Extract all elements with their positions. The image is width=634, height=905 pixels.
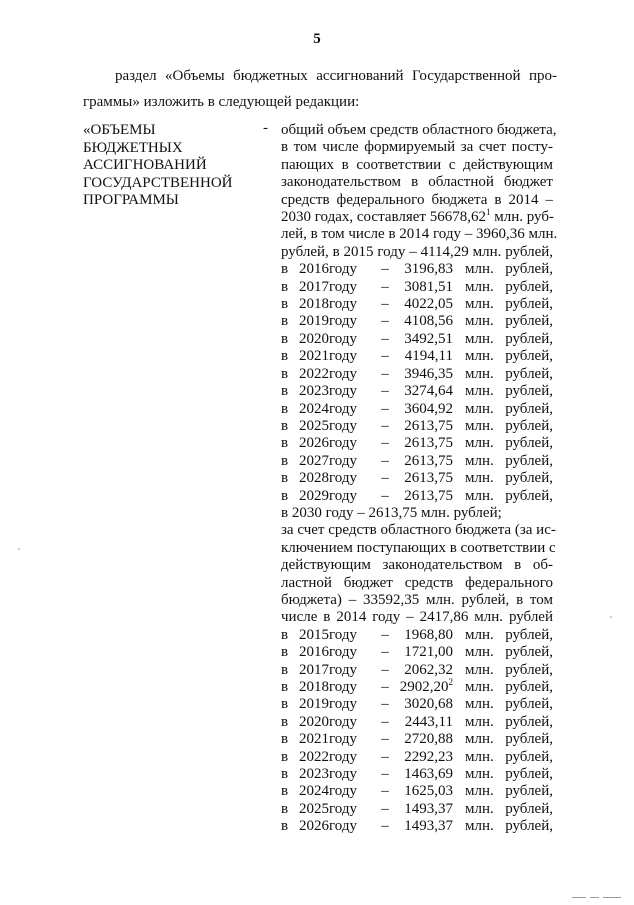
row-amount <box>397 453 459 470</box>
row-unit: млн. <box>465 417 494 434</box>
row-word-year: году <box>329 800 357 817</box>
section-title <box>83 122 232 210</box>
section-title-line: ГОСУДАРСТВЕННОЙ <box>83 174 233 191</box>
row-currency: рублей, <box>505 818 553 835</box>
row-amount <box>397 313 459 330</box>
row-unit: млн. <box>465 766 494 783</box>
row-amount <box>397 418 459 435</box>
row-dash: – <box>381 766 389 783</box>
year-amount-row <box>281 348 553 365</box>
general-text-line: пающих в соответствии с действующим <box>281 156 553 173</box>
row-unit: млн. <box>465 713 494 730</box>
regional-text-line: за счет средств областного бюджета (за ис- <box>281 522 556 539</box>
intro-paragraph <box>83 63 557 115</box>
row-year: 2019 <box>299 313 329 330</box>
row-amount <box>397 348 459 365</box>
row-dash: – <box>381 748 389 765</box>
row-word-year: году <box>329 435 357 452</box>
row-dash: – <box>381 818 389 835</box>
row-amount-value: 4108,56 <box>404 313 453 330</box>
row-preposition: в <box>281 713 289 730</box>
row-amount-value: 3020,68 <box>404 696 453 713</box>
row-word-year: году <box>329 278 357 295</box>
row-unit: млн. <box>465 818 494 835</box>
year-amount-row <box>281 488 553 505</box>
row-year: 2028 <box>299 470 329 487</box>
row-amount-value: 2613,75 <box>404 435 453 452</box>
row-word-year: году <box>329 626 357 643</box>
row-unit: млн. <box>465 679 494 695</box>
row-currency: рублей, <box>505 766 553 783</box>
row-preposition: в <box>281 644 289 661</box>
year-amount-row <box>281 783 553 800</box>
row-amount-value: 3274,64 <box>404 383 453 400</box>
row-amount-value: 4194,11 <box>404 348 453 365</box>
row-currency: рублей, <box>505 400 553 417</box>
row-currency: рублей, <box>505 330 553 347</box>
general-last-line: в 2030 году – 2613,75 млн. рублей; <box>281 504 502 521</box>
total-text-tail: млн. руб- <box>490 209 554 226</box>
row-amount <box>397 766 459 783</box>
row-unit: млн. <box>465 383 494 400</box>
row-currency: рублей, <box>505 435 553 452</box>
year-amount-row <box>281 401 553 418</box>
row-word-year: году <box>329 644 357 661</box>
row-dash: – <box>381 696 389 713</box>
row-currency: рублей, <box>505 348 553 365</box>
row-amount <box>397 296 459 313</box>
row-dash: – <box>381 783 389 800</box>
year-amount-row <box>281 470 553 487</box>
row-dash: – <box>381 713 389 730</box>
row-year: 2022 <box>299 365 329 382</box>
row-amount-value: 1493,37 <box>404 818 453 835</box>
row-dash: – <box>381 400 389 417</box>
row-amount <box>397 261 459 278</box>
row-amount-value: 2292,23 <box>404 748 453 765</box>
section-title-line: АССИГНОВАНИЙ <box>83 157 207 174</box>
row-currency: рублей, <box>505 278 553 295</box>
row-word-year: году <box>329 783 357 800</box>
row-year: 2025 <box>299 417 329 434</box>
row-currency: рублей, <box>505 731 553 748</box>
year-amount-row <box>281 313 553 330</box>
row-preposition: в <box>281 818 289 835</box>
row-word-year: году <box>329 818 357 835</box>
general-text-line: в том числе формируемый за счет посту- <box>281 139 553 156</box>
row-dash: – <box>381 383 389 400</box>
row-preposition: в <box>281 766 289 783</box>
row-word-year: году <box>329 296 357 313</box>
list-dash: - <box>263 120 268 136</box>
row-year: 2016 <box>299 644 329 661</box>
row-preposition: в <box>281 313 289 330</box>
row-preposition: в <box>281 296 289 313</box>
year-amount-row <box>281 383 553 400</box>
year-amount-row <box>281 731 553 748</box>
section-title-line: БЮДЖЕТНЫХ <box>83 139 183 156</box>
scan-dot <box>18 548 20 550</box>
row-preposition: в <box>281 783 289 800</box>
row-currency: рублей, <box>505 661 553 678</box>
row-preposition: в <box>281 435 289 452</box>
row-unit: млн. <box>465 348 494 365</box>
row-dash: – <box>381 626 389 643</box>
row-word-year: году <box>329 470 357 487</box>
row-word-year: году <box>329 417 357 434</box>
year-amount-row <box>281 644 553 661</box>
row-year: 2015 <box>299 626 329 643</box>
row-dash: – <box>381 330 389 347</box>
year-amount-row <box>281 261 553 278</box>
row-unit: млн. <box>465 487 494 504</box>
row-preposition: в <box>281 470 289 487</box>
total-text: 2030 годах, составляет 56678,62 <box>281 209 486 226</box>
row-word-year: году <box>329 731 357 748</box>
row-unit: млн. <box>465 644 494 661</box>
row-unit: млн. <box>465 470 494 487</box>
row-unit: млн. <box>465 261 494 278</box>
row-amount-value: 2613,75 <box>404 452 453 469</box>
row-amount <box>397 731 459 748</box>
row-preposition: в <box>281 800 289 817</box>
year-amount-row <box>281 435 553 452</box>
year-amount-row <box>281 696 553 713</box>
year-amount-row <box>281 679 553 696</box>
year-amount-row <box>281 366 553 383</box>
row-amount-value: 1463,69 <box>404 766 453 783</box>
row-preposition: в <box>281 748 289 765</box>
row-dash: – <box>381 731 389 748</box>
row-unit: млн. <box>465 435 494 452</box>
scan-signature-mark <box>568 895 628 901</box>
general-2015-line: рублей, в 2015 году – 4114,29 млн. рублей, <box>281 243 553 260</box>
row-year: 2026 <box>299 435 329 452</box>
row-preposition: в <box>281 261 289 278</box>
year-amount-row <box>281 818 553 835</box>
row-preposition: в <box>281 417 289 434</box>
row-word-year: году <box>329 696 357 713</box>
row-dash: – <box>381 800 389 817</box>
row-currency: рублей, <box>505 748 553 765</box>
intro-line-2: граммы» изложить в следующей редакции: <box>83 94 360 110</box>
intro-line-1: раздел «Объемы бюджетных ассигнований Государственной про- <box>115 68 557 84</box>
row-word-year: году <box>329 766 357 783</box>
year-amount-row <box>281 749 553 766</box>
row-dash: – <box>381 313 389 330</box>
row-currency: рублей, <box>505 800 553 817</box>
row-amount <box>397 644 459 661</box>
row-dash: – <box>381 644 389 661</box>
row-unit: млн. <box>465 278 494 295</box>
row-amount <box>397 783 459 800</box>
row-year: 2025 <box>299 800 329 817</box>
row-amount <box>397 714 459 731</box>
row-year: 2016 <box>299 261 329 278</box>
row-amount-value: 2443,11 <box>404 713 453 730</box>
row-amount <box>397 679 459 696</box>
footnote-mark: 2 <box>448 677 453 687</box>
row-amount <box>397 749 459 766</box>
row-amount-value: 1721,00 <box>404 644 453 661</box>
row-amount-value: 2062,32 <box>404 661 453 678</box>
general-total-line <box>281 209 553 226</box>
row-year: 2027 <box>299 452 329 469</box>
row-currency: рублей, <box>505 696 553 713</box>
row-unit: млн. <box>465 696 494 713</box>
general-text-line: средств федерального бюджета в 2014 – <box>281 191 553 208</box>
row-amount-value: 3196,83 <box>404 261 453 278</box>
row-unit: млн. <box>465 661 494 678</box>
row-year: 2018 <box>299 679 329 695</box>
row-amount-value: 1625,03 <box>404 783 453 800</box>
page-number: 5 <box>313 31 321 47</box>
general-text-line: общий объем средств областного бюджета, <box>281 122 557 138</box>
row-preposition: в <box>281 278 289 295</box>
row-year: 2023 <box>299 383 329 400</box>
row-year: 2017 <box>299 278 329 295</box>
row-word-year: году <box>329 365 357 382</box>
row-unit: млн. <box>465 748 494 765</box>
row-currency: рублей, <box>505 296 553 313</box>
row-dash: – <box>381 417 389 434</box>
row-currency: рублей, <box>505 417 553 434</box>
row-currency: рублей, <box>505 679 553 695</box>
row-amount <box>397 818 459 835</box>
row-preposition: в <box>281 383 289 400</box>
row-year: 2020 <box>299 330 329 347</box>
row-amount-value: 3492,51 <box>404 330 453 347</box>
row-word-year: году <box>329 661 357 678</box>
budget-text-block <box>281 122 558 836</box>
row-amount <box>397 383 459 400</box>
row-amount-value: 1968,80 <box>404 626 453 643</box>
row-dash: – <box>381 278 389 295</box>
row-currency: рублей, <box>505 487 553 504</box>
row-year: 2020 <box>299 713 329 730</box>
regional-text-line: ключением поступающих в соответствии с <box>281 539 556 556</box>
row-dash: – <box>381 261 389 278</box>
year-amount-row <box>281 296 553 313</box>
general-2014-line: лей, в том числе в 2014 году – 3960,36 млн. <box>281 226 558 243</box>
row-amount <box>397 435 459 452</box>
footnote-mark: 1 <box>485 207 491 218</box>
regional-text-line: числе в 2014 году – 2417,86 млн. рублей <box>281 609 553 626</box>
general-year-rows <box>281 261 553 505</box>
row-word-year: году <box>329 313 357 330</box>
row-currency: рублей, <box>505 383 553 400</box>
row-dash: – <box>381 452 389 469</box>
row-word-year: году <box>329 679 357 695</box>
year-amount-row <box>281 714 553 731</box>
row-preposition: в <box>281 452 289 469</box>
row-currency: рублей, <box>505 644 553 661</box>
section-title-line: «ОБЪЕМЫ <box>83 122 156 138</box>
row-unit: млн. <box>465 800 494 817</box>
row-word-year: году <box>329 452 357 469</box>
row-currency: рублей, <box>505 261 553 278</box>
row-amount <box>397 331 459 348</box>
row-preposition: в <box>281 400 289 417</box>
row-word-year: году <box>329 713 357 730</box>
row-dash: – <box>381 348 389 365</box>
row-unit: млн. <box>465 783 494 800</box>
section-title-line: ПРОГРАММЫ <box>83 192 179 209</box>
row-amount-value: 3081,51 <box>404 278 453 295</box>
row-unit: млн. <box>465 296 494 313</box>
row-amount <box>397 488 459 505</box>
row-amount-value: 2613,75 <box>404 487 453 504</box>
year-amount-row <box>281 801 553 818</box>
row-unit: млн. <box>465 452 494 469</box>
row-word-year: году <box>329 487 357 504</box>
row-preposition: в <box>281 626 289 643</box>
row-word-year: году <box>329 330 357 347</box>
row-dash: – <box>381 470 389 487</box>
row-word-year: году <box>329 348 357 365</box>
row-amount <box>397 696 459 713</box>
regional-text-line: бюджета) – 33592,35 млн. рублей, в том <box>281 591 553 608</box>
year-amount-row <box>281 627 553 644</box>
row-currency: рублей, <box>505 365 553 382</box>
year-amount-row <box>281 331 553 348</box>
row-year: 2029 <box>299 487 329 504</box>
row-unit: млн. <box>465 400 494 417</box>
row-amount-value: 3946,35 <box>404 365 453 382</box>
row-preposition: в <box>281 330 289 347</box>
row-amount <box>397 401 459 418</box>
row-amount-value: 2613,75 <box>404 470 453 487</box>
row-amount <box>397 470 459 487</box>
row-year: 2021 <box>299 348 329 365</box>
scan-dot <box>610 616 612 618</box>
row-year: 2023 <box>299 766 329 783</box>
row-year: 2024 <box>299 783 329 800</box>
row-amount-value: 3604,92 <box>404 400 453 417</box>
year-amount-row <box>281 453 553 470</box>
row-currency: рублей, <box>505 783 553 800</box>
row-preposition: в <box>281 696 289 713</box>
row-currency: рублей, <box>505 313 553 330</box>
row-dash: – <box>381 296 389 313</box>
row-unit: млн. <box>465 313 494 330</box>
year-amount-row <box>281 662 553 679</box>
row-preposition: в <box>281 661 289 678</box>
row-amount-value: 2613,75 <box>404 417 453 434</box>
row-amount <box>397 801 459 818</box>
row-unit: млн. <box>465 365 494 382</box>
row-year: 2021 <box>299 731 329 748</box>
row-amount <box>397 627 459 644</box>
row-year: 2024 <box>299 400 329 417</box>
row-preposition: в <box>281 679 289 695</box>
row-year: 2018 <box>299 296 329 313</box>
row-dash: – <box>381 435 389 452</box>
row-year: 2019 <box>299 696 329 713</box>
regional-year-rows <box>281 627 553 836</box>
row-currency: рублей, <box>505 452 553 469</box>
row-unit: млн. <box>465 626 494 643</box>
row-currency: рублей, <box>505 713 553 730</box>
row-dash: – <box>381 365 389 382</box>
row-amount-value: 2902,20 <box>399 679 449 695</box>
general-text-line: законодательством в областной бюджет <box>281 174 553 191</box>
row-dash: – <box>381 487 389 504</box>
year-amount-row <box>281 279 553 296</box>
row-word-year: году <box>329 261 357 278</box>
row-preposition: в <box>281 348 289 365</box>
row-amount <box>397 366 459 383</box>
year-amount-row <box>281 766 553 783</box>
row-dash: – <box>381 679 389 695</box>
row-year: 2026 <box>299 818 329 835</box>
row-year: 2022 <box>299 748 329 765</box>
row-unit: млн. <box>465 731 494 748</box>
row-preposition: в <box>281 365 289 382</box>
row-currency: рублей, <box>505 470 553 487</box>
year-amount-row <box>281 418 553 435</box>
row-unit: млн. <box>465 330 494 347</box>
regional-text-line: действующим законодательством в об- <box>281 557 553 574</box>
row-amount-value: 4022,05 <box>404 296 453 313</box>
row-amount-value: 1493,37 <box>404 800 453 817</box>
row-currency: рублей, <box>505 626 553 643</box>
row-word-year: году <box>329 400 357 417</box>
row-amount <box>397 279 459 296</box>
row-year: 2017 <box>299 661 329 678</box>
row-preposition: в <box>281 731 289 748</box>
row-word-year: году <box>329 383 357 400</box>
row-amount-value: 2720,88 <box>404 731 453 748</box>
row-word-year: году <box>329 748 357 765</box>
row-dash: – <box>381 661 389 678</box>
row-preposition: в <box>281 487 289 504</box>
regional-text-line: ластной бюджет средств федерального <box>281 574 553 591</box>
